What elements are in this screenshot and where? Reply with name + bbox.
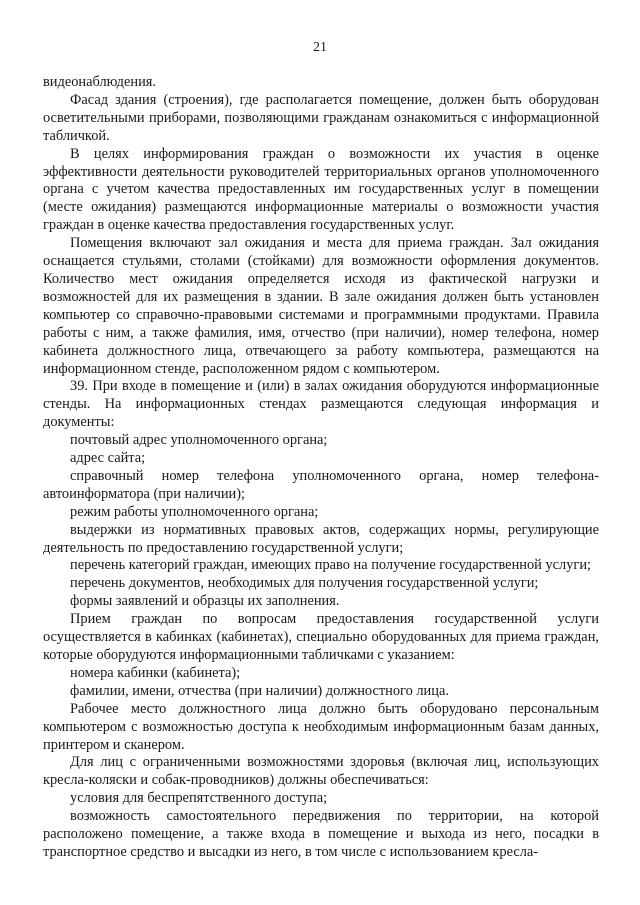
- list-item-postal-address: почтовый адрес уполномоченного органа;: [70, 432, 328, 449]
- list-item-documents: перечень документов, необходимых для получения государственной услуги;: [70, 575, 539, 592]
- list-item-access-conditions: условия для беспрепятственного доступа;: [70, 790, 328, 807]
- paragraph-informing-citizens: В целях информирования граждан о возможности их участия в оценке эффективности деятельности руководителей территориальных органов уполномоченного органа с учетом качества предоставленных им государственных услуг в помещении (месте ожидания) размещаются информационные материалы о возможности участия граждан в оценке качества предоставления государственных услуг.: [43, 145, 599, 234]
- paragraph-disabilities: Для лиц с ограниченными возможностями здоровья (включая лиц, использующих кресла-коляски и собак-проводников) должны обеспечиваться:: [43, 754, 599, 789]
- list-item-work-schedule: режим работы уполномоченного органа;: [70, 503, 319, 520]
- paragraph-item-39: 39. При входе в помещение и (или) в залах ожидания оборудуются информационные стенды. На информационных стендах размещаются следующая информация и документы:: [43, 378, 599, 431]
- paragraph-facade-lighting: Фасад здания (строения), где располагается помещение, должен быть оборудован осветительными приборами, позволяющими гражданам ознакомиться с информационной табличкой.: [43, 91, 599, 144]
- page-number: 21: [313, 40, 327, 55]
- list-item-phone: справочный номер телефона уполномоченного органа, номер телефона-автоинформатора (при наличии);: [43, 467, 599, 502]
- page-body: [43, 74, 599, 862]
- paragraph-reception: Прием граждан по вопросам предоставления государственной услуги осуществляется в кабинках (кабинетах), специально оборудованных для приема граждан, которые оборудуются информационными табличками с указанием:: [43, 611, 599, 663]
- paragraph-workplace: Рабочее место должностного лица должно быть оборудовано персональным компьютером с возможностью доступа к необходимым информационным базам данных, принтером и сканером.: [43, 700, 599, 753]
- list-item-website: адрес сайта;: [70, 450, 146, 467]
- list-item-legal-extracts: выдержки из нормативных правовых актов, содержащих нормы, регулирующие деятельность по предоставлению государственной услуги;: [43, 521, 599, 556]
- list-item-forms: формы заявлений и образцы их заполнения.: [70, 593, 340, 610]
- list-item-independent-movement: возможность самостоятельного передвижения по территории, на которой расположено помещение, а также входа в помещение и выхода из него, посадки в транспортное средство и высадки из него, в том числе с использованием кресла-: [43, 808, 599, 860]
- list-item-citizen-categories: перечень категорий граждан, имеющих право на получение государственной услуги;: [70, 557, 592, 574]
- paragraph-waiting-hall: Помещения включают зал ожидания и места для приема граждан. Зал ожидания оснащается стульями, столами (стойками) для возможности оформления документов. Количество мест ожидания определяется исходя из фактической нагрузки и возможностей для их размещения в здании. В зале ожидания должен быть установлен компьютер со справочно-правовыми системами и программными продуктами. Правила работы с ним, а также фамилия, имя, отчество (при наличии), номер телефона, номер кабинета должностного лица, отвечающего за работу компьютера, размещаются на информационном стенде, расположенном рядом с компьютером.: [43, 235, 599, 377]
- paragraph-continuation: видеонаблюдения.: [43, 74, 156, 90]
- list-item-official-name: фамилии, имени, отчества (при наличии) должностного лица.: [70, 682, 449, 699]
- list-item-cabin-number: номера кабинки (кабинета);: [70, 664, 241, 681]
